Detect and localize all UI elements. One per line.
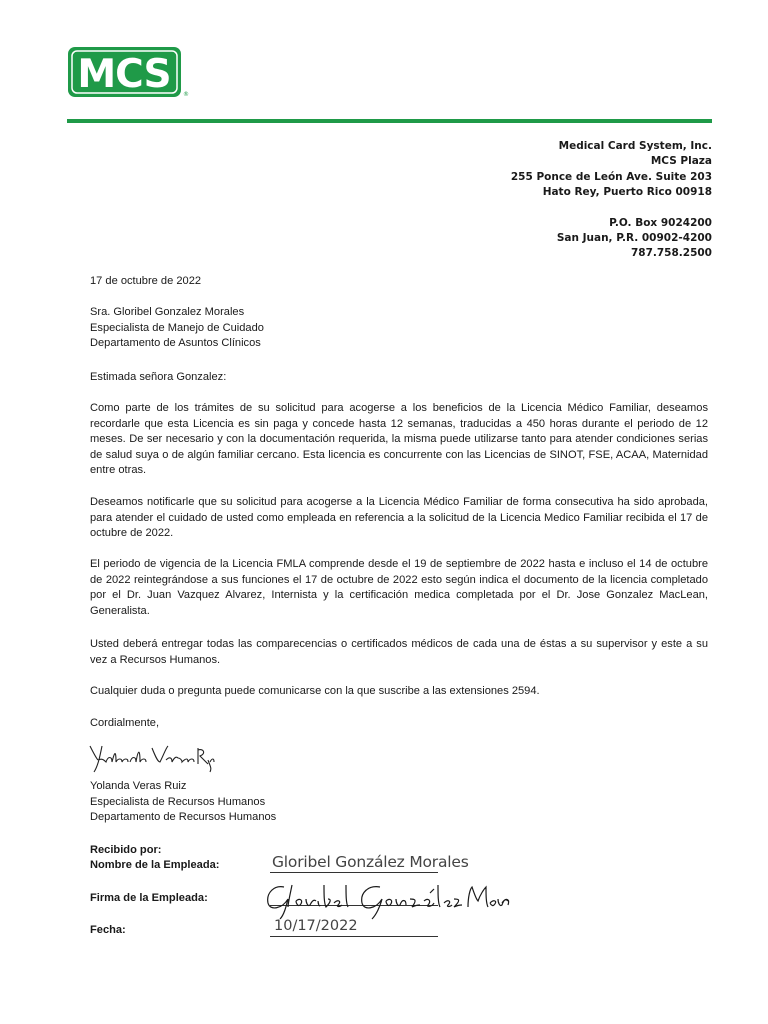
date-line [270, 936, 438, 937]
company-phone: 787.758.2500 [630, 247, 712, 260]
paragraph: Como parte de los trámites de su solicitud para acogerse a los beneficios de la Licencia Médico Familiar, deseamos recordarle que esta Licencia es sin paga y concede hasta 12 semanas, traducidas a 450 horas durante el periodo de 12 meses. De ser necesario y con la documentación requerida, la misma puede utilizarse tanto para atender condiciones serias de salud suya o de algún familiar cercano. Esta licencia es concurrente con las Licencias de SINOT, FSE, ACAA, Maternidad entre otras. [90, 402, 708, 477]
paragraph: Cualquier duda o pregunta puede comunicarse con la que suscribe a las extensiones 2594. [90, 685, 540, 697]
paragraph: El periodo de vigencia de la Licencia FMLA comprende desde el 19 de septiembre de 2022 hasta e incluso el 14 de octubre de 2022 reintegrándose a sus funciones el 17 de octubre de 2022 esto según indica el documento de la licencia completado por el Dr. Juan Vazquez Alvarez, Internista y la certificación medica completada por el Dr. Jose Gonzalez MacLean, Generalista. [90, 558, 708, 617]
paragraph: Deseamos notificarle que su solicitud para acogerse a la Licencia Médico Familiar de forma consecutiva ha sido aprobada, para atender el cuidado de usted como empleada en referencia a la solicitud de la Licencia Medico Familiar recibida el 17 de octubre de 2022. [90, 496, 708, 540]
logo-text: MCS [77, 52, 171, 97]
company-po-box: P.O. Box 9024200 [609, 216, 712, 229]
recipient-block [90, 305, 708, 352]
company-city: Hato Rey, Puerto Rico 00918 [542, 185, 712, 198]
closing: Cordialmente, [90, 717, 160, 729]
company-address [511, 139, 712, 262]
recipient-title: Especialista de Manejo de Cuidado [90, 321, 264, 334]
employee-name-line [270, 872, 438, 873]
mcs-logo [67, 46, 187, 98]
received-by-label: Recibido por: [90, 844, 162, 856]
employee-signature [262, 877, 512, 921]
signer-department: Departamento de Recursos Humanos [90, 811, 277, 824]
signer-block [90, 779, 708, 826]
company-plaza: MCS Plaza [650, 155, 712, 168]
company-po-city: San Juan, P.R. 00902-4200 [556, 231, 712, 244]
salutation: Estimada señora Gonzalez: [90, 371, 227, 383]
svg-text:®: ® [183, 91, 189, 98]
date-label: Fecha: [90, 924, 126, 936]
company-name: Medical Card System, Inc. [558, 140, 712, 152]
signer-name: Yolanda Veras Ruiz [90, 780, 187, 792]
signer-title: Especialista de Recursos Humanos [90, 795, 266, 808]
paragraph: Usted deberá entregar todas las comparecencias o certificados médicos de cada una de éstas a su supervisor y este a su vez a Recursos Humanos. [90, 638, 708, 666]
letter-date: 17 de octubre de 2022 [90, 275, 202, 287]
company-street: 255 Ponce de León Ave. Suite 203 [510, 170, 712, 183]
recipient-name: Sra. Gloribel Gonzalez Morales [90, 306, 245, 318]
recipient-department: Departamento de Asuntos Clínicos [90, 337, 261, 350]
header-divider [67, 119, 712, 123]
employee-name-label: Nombre de la Empleada: [90, 859, 220, 871]
employee-name-value: Gloribel González Morales [272, 853, 469, 871]
employee-signature-label: Firma de la Empleada: [90, 892, 208, 904]
signer-signature [86, 736, 216, 774]
date-value: 10/17/2022 [274, 918, 358, 934]
